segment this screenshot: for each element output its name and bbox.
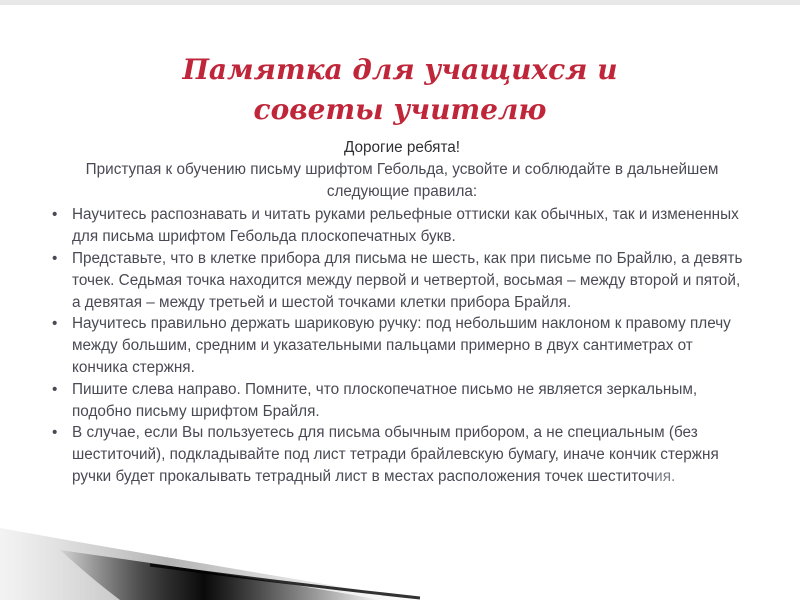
bullet-icon: • — [52, 206, 58, 224]
slide-body — [52, 137, 752, 488]
rule-item — [52, 248, 752, 313]
slide-title: Памятка для учащихся и советы учителю — [182, 53, 618, 126]
rule-item — [52, 313, 752, 378]
rule-item — [52, 204, 752, 248]
rules-list — [52, 204, 752, 487]
bullet-icon: • — [52, 380, 58, 398]
rule-text: Научитесь правильно держать шариковую ручку: под небольшим наклоном к правому плечу между большим, средним и указательными пальцами примерно в двух сантиметрах от кончика стержня. — [72, 315, 731, 376]
intro-text: Приступая к обучению письму шрифтом Гебольда, усвойте и соблюдайте в дальнейшем следующие правила: — [85, 160, 719, 200]
floor-shadow-decoration — [0, 510, 800, 600]
bullet-icon: • — [52, 249, 58, 267]
rule-text-main: В случае, если Вы пользуетесь для письма обычным прибором, а не специальным (без шеститочий), подкладывайте под лист тетради брайлевскую бумагу, иначе кончик стержня ручки будет прокалывать тетрадный лист в местах расположения точек шеститоч — [72, 424, 719, 485]
rule-item — [52, 379, 752, 423]
rule-text: Представьте, что в клетке прибора для письма не шесть, как при письме по Брайлю, а девять точек. Седьмая точка находится между первой и четвертой, восьмая – между второй и пятой, а девятая – между третьей и шестой точками клетки прибора Брайля. — [72, 249, 743, 311]
rule-text-tail: ия. — [654, 467, 676, 485]
bullet-icon: • — [52, 424, 58, 442]
top-border — [0, 0, 800, 5]
rule-text: Научитесь распознавать и читать руками рельефные оттиски как обычных, так и измененных для письма шрифтом Гебольда плоскопечатных букв. — [72, 206, 739, 246]
rule-text — [72, 424, 719, 485]
rule-text: Пишите слева направо. Помните, что плоскопечатное письмо не является зеркальным, подобно письму шрифтом Брайля. — [72, 380, 698, 420]
bullet-icon: • — [52, 315, 58, 333]
greeting: Дорогие ребята! — [343, 139, 461, 156]
rule-item — [52, 422, 752, 487]
